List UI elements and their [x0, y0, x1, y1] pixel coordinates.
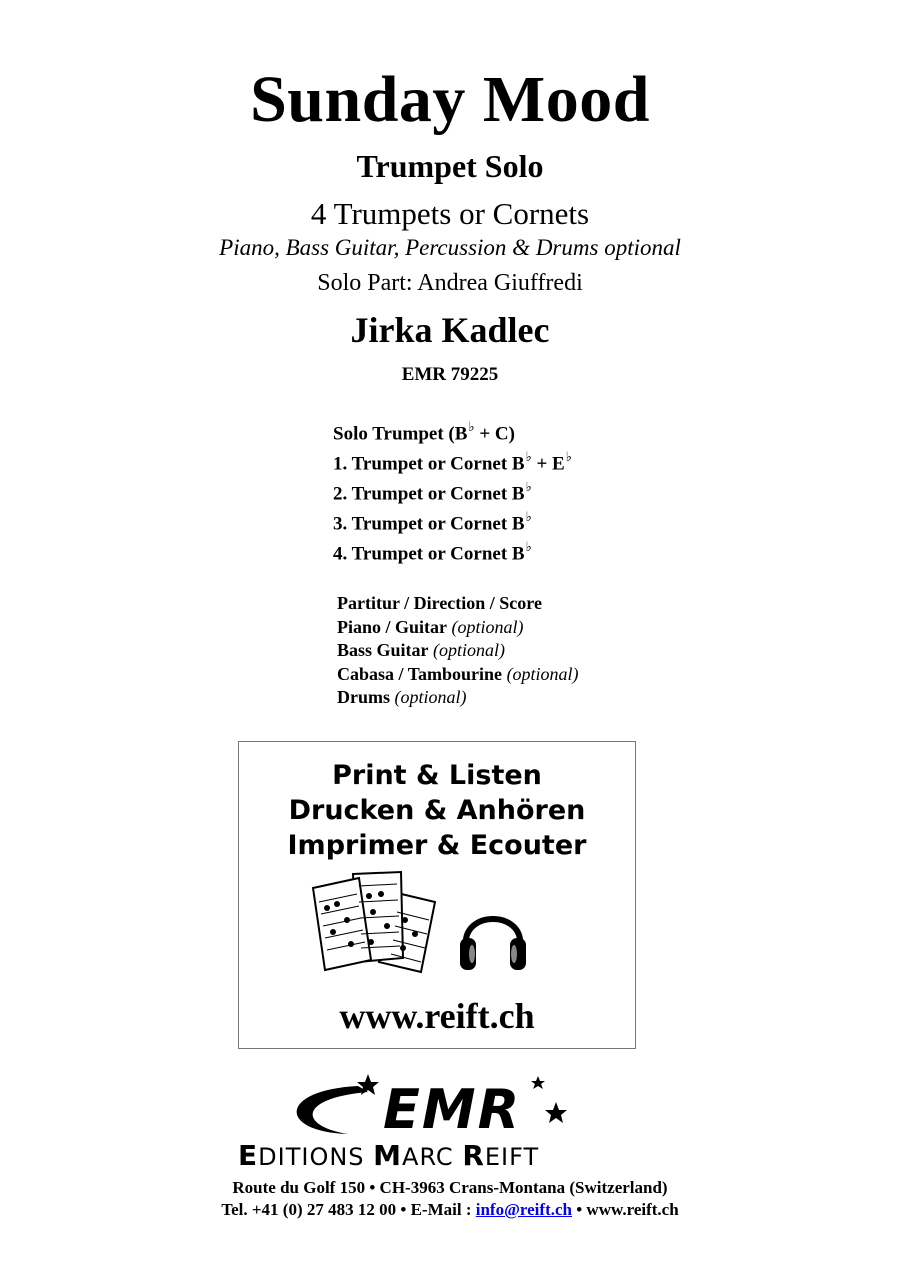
- promo-line-de: Drucken & Anhören: [288, 795, 586, 826]
- catalog-number: EMR 79225: [401, 364, 499, 385]
- phone-text: Tel. +41 (0) 27 483 12 00 • E-Mail :: [221, 1200, 476, 1219]
- extras-list: [337, 592, 579, 710]
- publisher-name: EDITIONS MARC REIFT: [238, 1139, 540, 1172]
- extra-item: Drums (optional): [337, 687, 467, 707]
- promo-line-fr: Imprimer & Ecouter: [287, 830, 587, 861]
- extra-item: Cabasa / Tambourine (optional): [337, 663, 579, 684]
- promo-line-en: Print & Listen: [332, 760, 542, 791]
- piece-title: Sunday Mood: [250, 63, 650, 136]
- part-item: 3. Trumpet or Cornet B♭: [333, 509, 532, 535]
- part-item: 2. Trumpet or Cornet B♭: [333, 479, 532, 505]
- promo-website[interactable]: www.reift.ch: [339, 996, 535, 1036]
- part-item: 4. Trumpet or Cornet B♭: [333, 539, 532, 565]
- extra-item: Piano / Guitar (optional): [337, 616, 524, 637]
- solo-part-credit: Solo Part: Andrea Giuffredi: [317, 270, 583, 296]
- parts-list: [333, 413, 572, 563]
- sheet-music-icon: [311, 868, 447, 978]
- print-listen-box: [238, 741, 636, 1049]
- emr-logo-text: EMR: [383, 1078, 522, 1141]
- publisher-contact: [0, 1199, 900, 1221]
- emr-logo: [238, 1072, 678, 1142]
- extra-item: Partitur / Direction / Score: [337, 593, 542, 613]
- extra-item: Bass Guitar (optional): [337, 640, 506, 660]
- part-item: Solo Trumpet (B♭ + C): [333, 419, 515, 445]
- composer-name: Jirka Kadlec: [350, 310, 550, 350]
- headphones-icon: [458, 896, 528, 972]
- part-item: 1. Trumpet or Cornet B♭ + E♭: [333, 449, 572, 475]
- instrumentation: 4 Trumpets or Cornets: [310, 196, 590, 231]
- piece-subtitle: Trumpet Solo: [356, 148, 544, 184]
- optional-instruments: Piano, Bass Guitar, Percussion & Drums optional: [219, 235, 681, 260]
- website-text: • www.reift.ch: [571, 1200, 679, 1219]
- publisher-address: Route du Golf 150 • CH-3963 Crans-Montana (Switzerland): [232, 1178, 668, 1197]
- email-link[interactable]: info@reift.ch: [475, 1200, 572, 1219]
